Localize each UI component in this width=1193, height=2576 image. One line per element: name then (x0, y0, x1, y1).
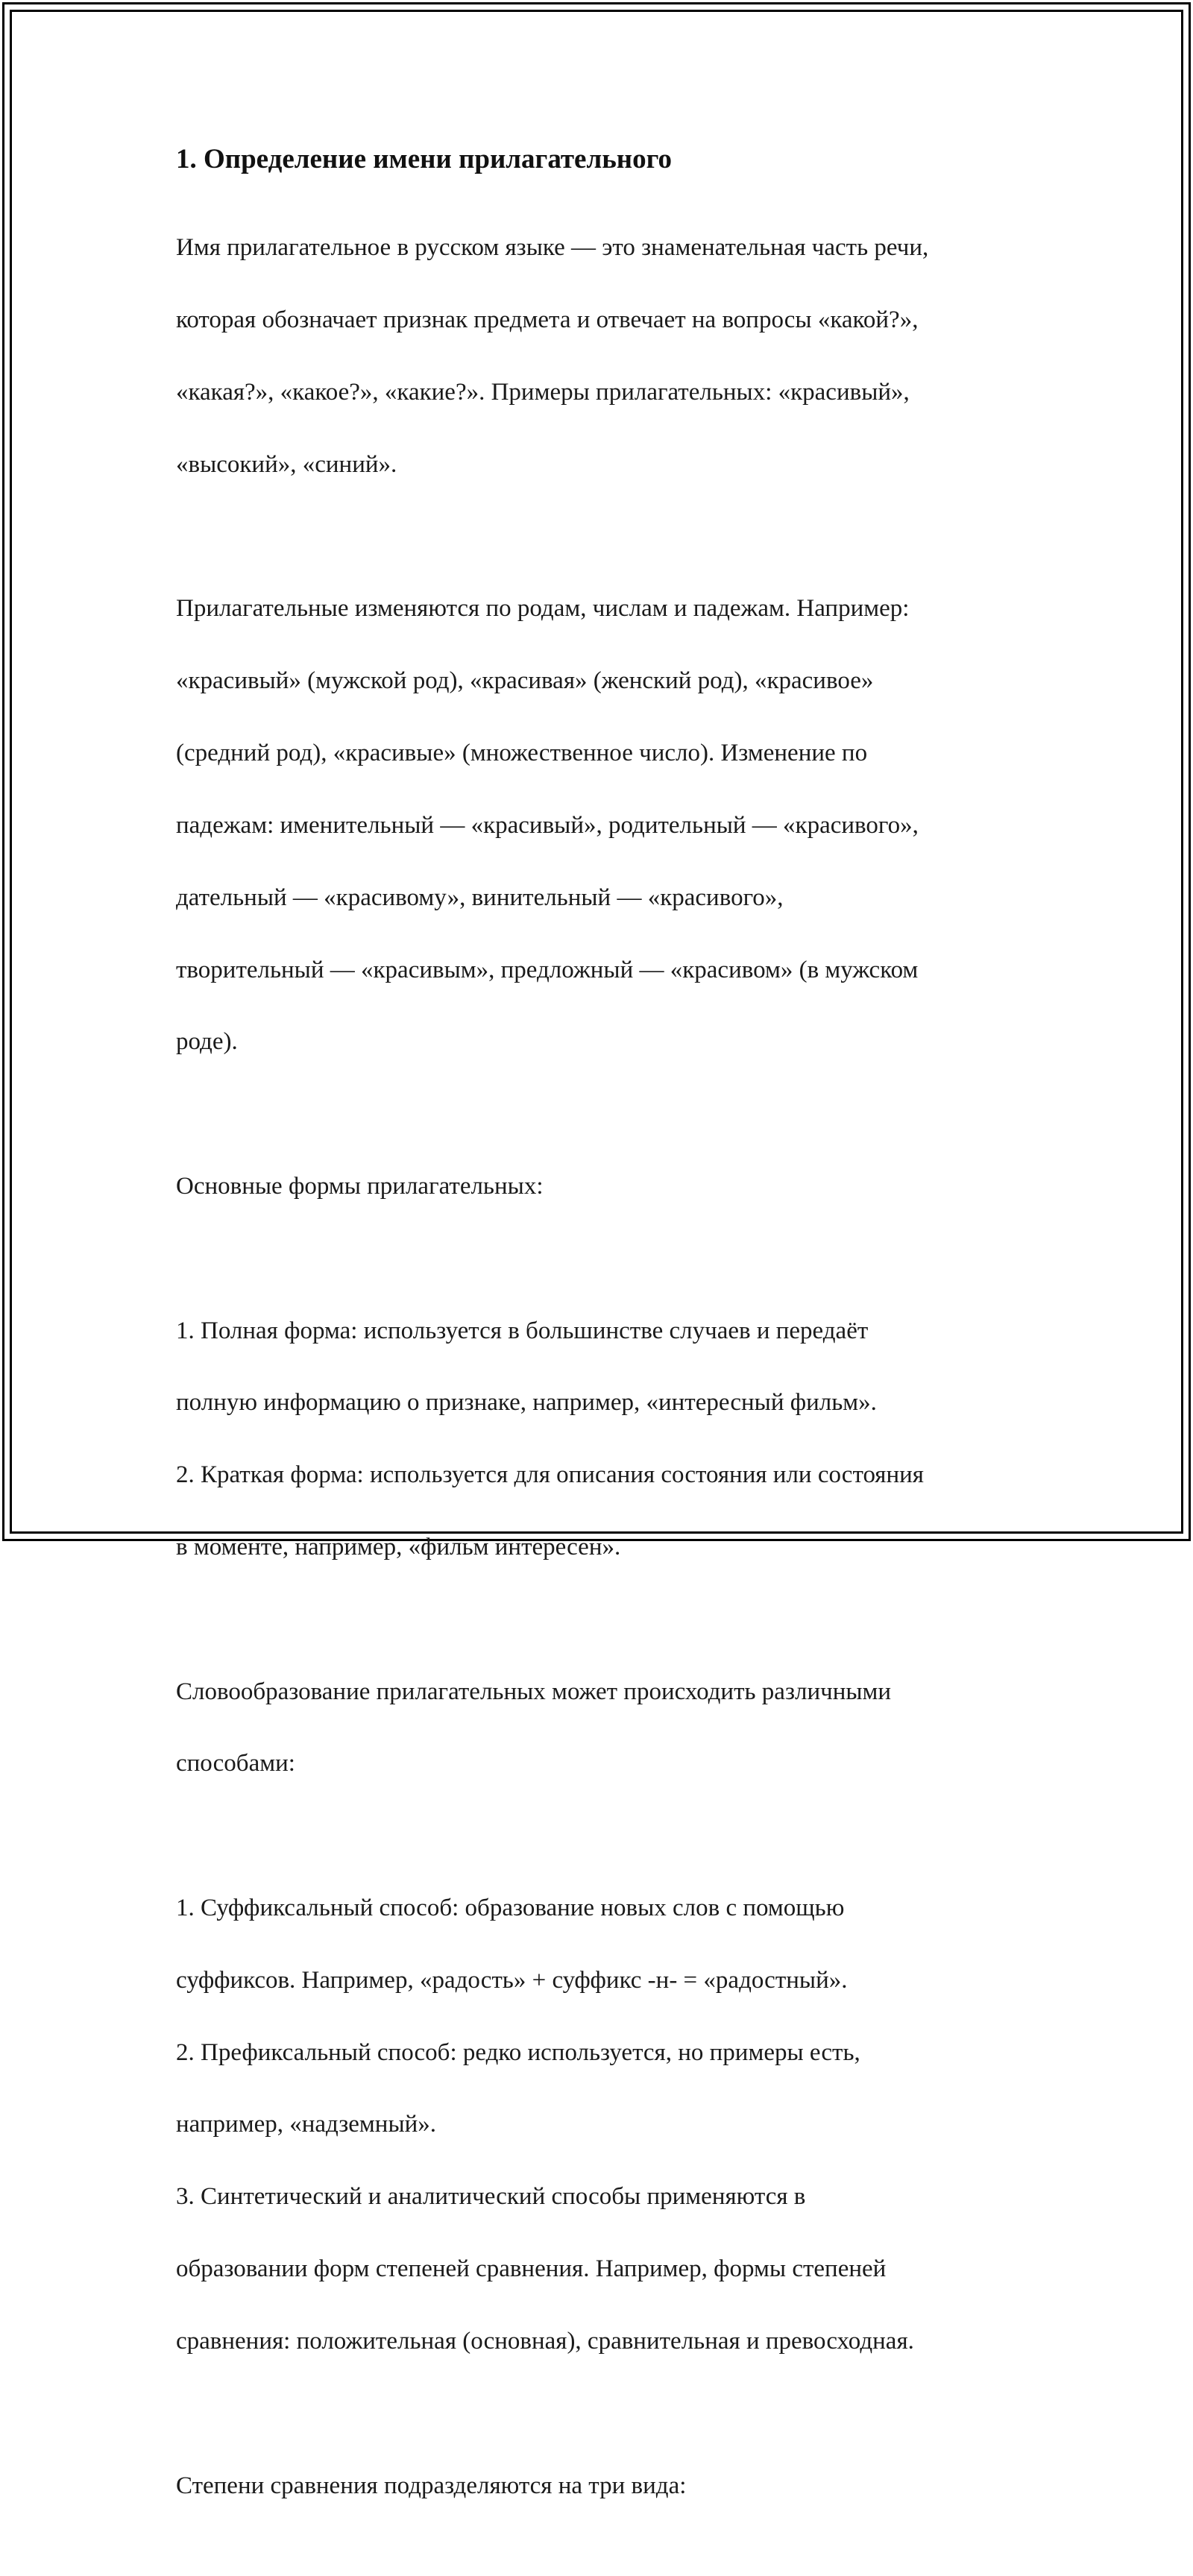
text-line: например, «надземный». (176, 2111, 437, 2138)
text-line: Степени сравнения подразделяются на три вида: (176, 2472, 687, 2499)
text-line: «высокий», «синий». (176, 450, 397, 478)
paragraph-word-formation-intro (176, 1637, 1026, 1818)
text-line: творительный — «красивым», предложный — «красивом» (в мужском (176, 956, 919, 983)
paragraph-inflection (176, 555, 1026, 1096)
paragraph-forms-intro (176, 1133, 1026, 1241)
text-line: «какая?», «какое?», «какие?». Примеры прилагательных: «красивый», (176, 379, 910, 406)
text-line: 3. Синтетический и аналитический способы применяются в (176, 2183, 806, 2211)
text-line: в моменте, например, «фильм интересен». (176, 1533, 621, 1561)
text-line: 1. Суффиксальный способ: образование новых слов с помощью (176, 1895, 845, 1922)
text-line: Основные формы прилагательных: (176, 1172, 544, 1200)
document-body (176, 142, 1026, 2576)
text-line: которая обозначает признак предмета и отвечает на вопросы «какой?», (176, 306, 919, 334)
text-line: образовании форм степеней сравнения. Например, формы степеней (176, 2255, 887, 2283)
text-line: полную информацию о признаке, например, «интересный фильм». (176, 1389, 877, 1417)
text-line: Словообразование прилагательных может происходить различными (176, 1678, 892, 1705)
text-line: способами: (176, 1750, 295, 1777)
paragraph-forms-list (176, 1276, 1026, 1602)
text-line: падежам: именительный — «красивый», родительный — «красивого», (176, 811, 919, 839)
section-heading: 1. Определение имени прилагательного (176, 144, 673, 174)
text-line: 1. Полная форма: используется в большинстве случаев и передаёт (176, 1317, 869, 1344)
paragraph-definition (176, 194, 1026, 519)
text-line: Имя прилагательное в русском языке — это знаменательная часть речи, (176, 234, 929, 262)
text-line: Прилагательные изменяются по родам, числам и падежам. Например: (176, 595, 910, 623)
text-line: дательный — «красивому», винительный — «красивого», (176, 884, 784, 911)
text-line: 2. Префиксальный способ: редко используется, но примеры есть, (176, 2038, 860, 2066)
text-line: «красивый» (мужской род), «красивая» (женский род), «красивое» (176, 667, 874, 695)
text-line: 2. Краткая форма: используется для описания состояния или состояния (176, 1461, 924, 1489)
paragraph-degrees-intro (176, 2431, 1026, 2539)
text-line: роде). (176, 1028, 238, 1056)
text-line: (средний род), «красивые» (множественное число). Изменение по (176, 740, 868, 767)
paragraph-word-formation-list (176, 1854, 1026, 2396)
text-line: суффиксов. Например, «радость» + суффикс -н- = «радостный». (176, 1966, 848, 1994)
text-line: сравнения: положительная (основная), сравнительная и превосходная. (176, 2327, 914, 2355)
